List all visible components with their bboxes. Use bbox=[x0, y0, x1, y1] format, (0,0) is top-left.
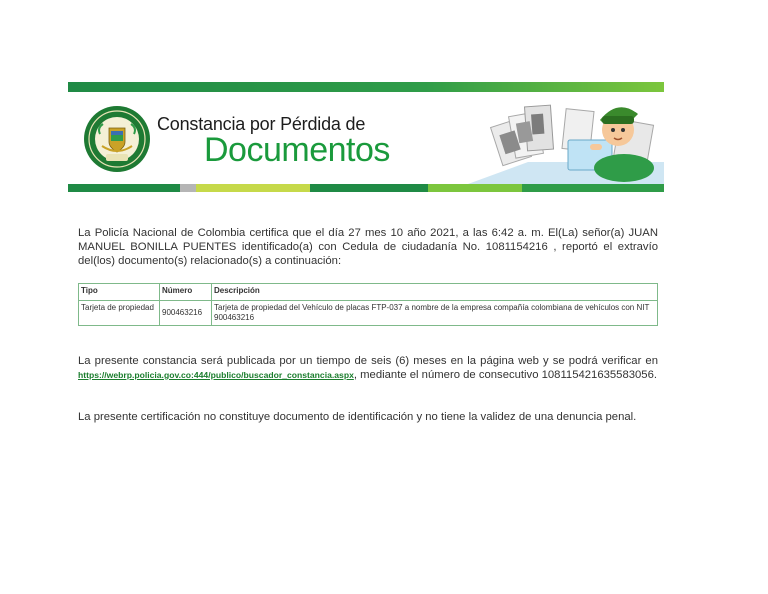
header-top-bar bbox=[68, 82, 664, 92]
cell-descripcion: Tarjeta de propiedad del Vehículo de placas FTP-037 a nombre de la empresa compañía colombiana de vehículos con NIT 900463216 bbox=[212, 301, 658, 326]
table-row bbox=[79, 301, 658, 326]
police-crest-icon bbox=[82, 104, 152, 174]
column-header-descripcion: Descripción bbox=[212, 284, 658, 301]
table-header-row bbox=[79, 284, 658, 301]
column-header-tipo: Tipo bbox=[79, 284, 160, 301]
publication-notice bbox=[78, 354, 658, 382]
certificate-statement: La Policía Nacional de Colombia certifica que el día 27 mes 10 año 2021, a las 6:42 a. m. El(La) señor(a) JUAN MANUEL BONILLA PUENTES identificado(a) con Cedula de ciudadanía No. 1081154216 , reportó el extravío del(los) documento(s) relacionado(s) a continuación: bbox=[78, 227, 658, 267]
cell-tipo: Tarjeta de propiedad bbox=[79, 301, 160, 326]
header-color-stripe bbox=[68, 184, 664, 192]
officer-illustration bbox=[468, 92, 664, 184]
documents-table bbox=[78, 283, 658, 326]
column-header-numero: Número bbox=[160, 284, 212, 301]
page-title-line2: Documentos bbox=[204, 131, 390, 169]
verify-link[interactable]: https://webrp.policia.gov.co:444/publico/buscador_constancia.aspx bbox=[78, 370, 354, 380]
cell-numero: 900463216 bbox=[160, 301, 212, 326]
disclaimer-text: La presente certificación no constituye documento de identificación y no tiene la validez de una denuncia penal. bbox=[78, 411, 637, 423]
header-banner bbox=[68, 92, 664, 184]
publication-notice-end: , mediante el número de consecutivo 1081154216355830​56. bbox=[353, 369, 658, 381]
certificate-document bbox=[68, 82, 664, 444]
publication-notice-start: La presente constancia será publicada por un tiempo de seis (6) meses en la página web y se podrá verificar en bbox=[78, 355, 658, 367]
page-title-line1: Constancia por Pérdida de bbox=[157, 114, 366, 134]
